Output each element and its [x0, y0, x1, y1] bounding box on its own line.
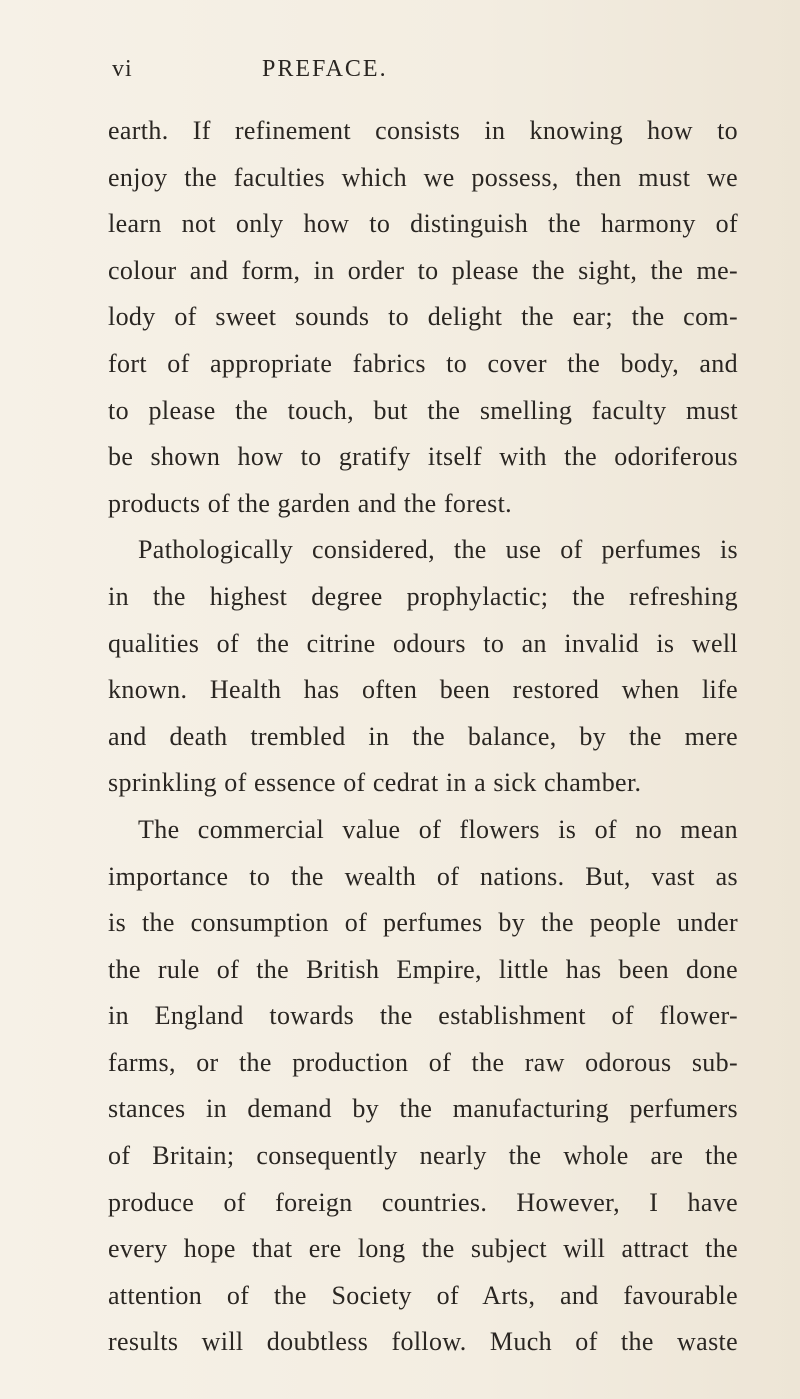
text-line: to please the touch, but the smelling faculty must: [108, 395, 738, 425]
text-line: earth. If refinement consists in knowing how to: [108, 116, 738, 145]
text-line: Pathologically considered, the use of perfumes is: [138, 535, 738, 565]
running-head: [112, 56, 732, 92]
text-line: be shown how to gratify itself with the odoriferous: [108, 442, 738, 472]
text-line: farms, or the production of the raw odorous sub-: [108, 1047, 738, 1077]
text-line: products of the garden and the forest.: [108, 488, 513, 518]
text-line: lody of sweet sounds to delight the ear; the com-: [108, 302, 738, 332]
text-line: enjoy the faculties which we possess, then must we: [108, 162, 738, 192]
text-line: every hope that ere long the subject will attract the: [108, 1234, 738, 1264]
text-line: sprinkling of essence of cedrat in a sick chamber.: [108, 768, 642, 798]
text-line: is the consumption of perfumes by the people under: [108, 908, 738, 938]
text-line: attention of the Society of Arts, and favourable: [108, 1280, 738, 1310]
text-line: produce of foreign countries. However, I have: [108, 1187, 738, 1217]
text-line: learn not only how to distinguish the harmony of: [108, 209, 738, 239]
text-line: results will doubtless follow. Much of the waste: [108, 1327, 738, 1357]
text-line: and death trembled in the balance, by the mere: [108, 721, 738, 751]
page-heading: PREFACE.: [262, 56, 388, 82]
text-line: stances in demand by the manufacturing perfumers: [108, 1094, 738, 1124]
text-line: fort of appropriate fabrics to cover the body, and: [108, 348, 738, 378]
text-line: in the highest degree prophylactic; the refreshing: [108, 581, 738, 611]
text-line: The commercial value of flowers is of no mean: [138, 814, 738, 844]
text-line: importance to the wealth of nations. But, vast as: [108, 861, 738, 891]
text-line: known. Health has often been restored when life: [108, 675, 738, 705]
text-line: colour and form, in order to please the sight, the me-: [108, 255, 738, 285]
body-text: [108, 108, 738, 1366]
text-line: qualities of the citrine odours to an invalid is well: [108, 628, 738, 658]
text-line: the rule of the British Empire, little has been done: [108, 954, 738, 984]
page-number: vi: [112, 56, 133, 82]
text-line: of Britain; consequently nearly the whole are the: [108, 1141, 738, 1171]
text-line: in England towards the establishment of flower-: [108, 1001, 738, 1031]
